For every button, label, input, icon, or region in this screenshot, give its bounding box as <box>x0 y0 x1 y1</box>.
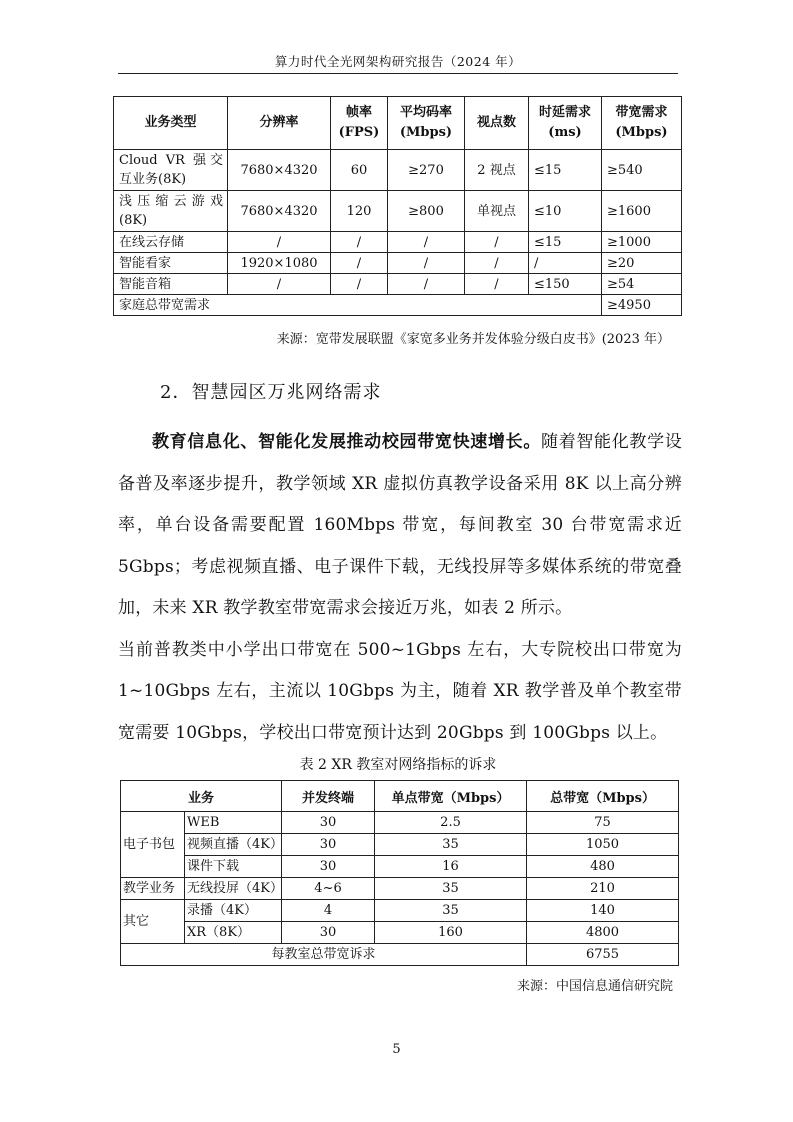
cell: 4~6 <box>282 878 375 900</box>
cell: ≤10 <box>529 191 602 232</box>
paragraph <box>118 422 682 630</box>
cell: 视频直播（4K） <box>185 834 282 856</box>
section-heading: 2．智慧园区万兆网络需求 <box>160 382 382 403</box>
cell: 无线投屏（4K） <box>185 878 282 900</box>
total-value: 6755 <box>527 944 679 966</box>
cell: 4 <box>282 900 375 922</box>
cell: 7680×4320 <box>228 191 331 232</box>
table-row <box>121 878 679 900</box>
cell: 智能音箱 <box>114 274 228 295</box>
cell: ≥800 <box>388 191 465 232</box>
cell: 35 <box>375 834 527 856</box>
cell: 480 <box>527 856 679 878</box>
cell: 智能看家 <box>114 253 228 274</box>
cell: 16 <box>375 856 527 878</box>
table2-source: 来源：中国信息通信研究院 <box>516 979 673 994</box>
cell: 30 <box>282 856 375 878</box>
cell: 140 <box>527 900 679 922</box>
cell: / <box>529 253 602 274</box>
cell: 在线云存储 <box>114 232 228 253</box>
total-label: 每教室总带宽诉求 <box>121 944 527 966</box>
cell: / <box>465 274 529 295</box>
cell: / <box>331 253 388 274</box>
cell: 2 视点 <box>465 150 529 191</box>
table-row <box>121 834 679 856</box>
running-header: 算力时代全光网架构研究报告（2024 年） <box>274 54 522 69</box>
header-cell: 视点数 <box>465 97 529 150</box>
body-text <box>118 422 682 754</box>
table-total-row <box>114 295 682 316</box>
cell: 单视点 <box>465 191 529 232</box>
table-row <box>114 150 682 191</box>
table-row <box>114 274 682 295</box>
cell: 7680×4320 <box>228 150 331 191</box>
cell: / <box>465 232 529 253</box>
cell: / <box>388 232 465 253</box>
cell: 录播（4K） <box>185 900 282 922</box>
cell: / <box>388 274 465 295</box>
table-header-row <box>114 97 682 150</box>
cell: 4800 <box>527 922 679 944</box>
table-header-row <box>121 781 679 812</box>
cell: 1050 <box>527 834 679 856</box>
paragraph-lead: 教育信息化、智能化发展推动校园带宽快速增长。 <box>152 432 542 452</box>
cell: WEB <box>185 812 282 834</box>
cell: 30 <box>282 834 375 856</box>
table-row <box>121 900 679 922</box>
cell: 210 <box>527 878 679 900</box>
group-cell: 其它 <box>121 900 185 944</box>
cell: ≥20 <box>602 253 682 274</box>
cell: 160 <box>375 922 527 944</box>
cell: ≥270 <box>388 150 465 191</box>
cell: 35 <box>375 900 527 922</box>
cell: / <box>331 232 388 253</box>
cell: 60 <box>331 150 388 191</box>
cell: 浅压缩云游戏(8K) <box>114 191 228 232</box>
cell: 75 <box>527 812 679 834</box>
header-rule <box>118 73 678 74</box>
table-row <box>121 856 679 878</box>
table2-caption: 表 2 XR 教室对网络指标的诉求 <box>299 757 497 773</box>
cell: 120 <box>331 191 388 232</box>
cell: ≤15 <box>529 232 602 253</box>
page-number: 5 <box>392 1042 401 1057</box>
cell: ≤15 <box>529 150 602 191</box>
header-cell: 帧率 (FPS) <box>331 97 388 150</box>
cell: 1920×1080 <box>228 253 331 274</box>
header-cell: 并发终端 <box>282 781 375 812</box>
table1-source: 来源：宽带发展联盟《家宽多业务并发体验分级白皮书》(2023 年） <box>276 332 670 347</box>
header-cell: 业务类型 <box>114 97 228 150</box>
table-total-row <box>121 944 679 966</box>
header-cell: 业务 <box>121 781 282 812</box>
table-row <box>114 232 682 253</box>
header-cell: 单点带宽（Mbps） <box>375 781 527 812</box>
cell: 课件下载 <box>185 856 282 878</box>
cell: / <box>228 232 331 253</box>
cell: / <box>331 274 388 295</box>
table-row <box>121 922 679 944</box>
header-cell: 带宽需求 (Mbps) <box>602 97 682 150</box>
cell: ≤150 <box>529 274 602 295</box>
cell: ≥1600 <box>602 191 682 232</box>
cell: 30 <box>282 922 375 944</box>
total-label: 家庭总带宽需求 <box>114 295 602 316</box>
xr-classroom-table <box>120 780 679 966</box>
cell: ≥54 <box>602 274 682 295</box>
cell: / <box>228 274 331 295</box>
total-value: ≥4950 <box>602 295 682 316</box>
cell: ≥540 <box>602 150 682 191</box>
table-row <box>114 253 682 274</box>
header-cell: 分辨率 <box>228 97 331 150</box>
group-cell: 教学业务 <box>121 878 185 900</box>
table-row <box>114 191 682 232</box>
cell: XR（8K） <box>185 922 282 944</box>
cell: 2.5 <box>375 812 527 834</box>
group-cell: 电子书包 <box>121 812 185 878</box>
table-row <box>121 812 679 834</box>
cell: 35 <box>375 878 527 900</box>
paragraph-body: 随着智能化教学设备普及率逐步提升，教学领域 XR 虚拟仿真教学设备采用 8K 以上高分辨率，单台设备需要配置 160Mbps 带宽，每间教室 30 台带宽需求近 5Gbps；考虑视频直播、电子课件下载，无线投屏等多媒体系统的带宽叠加，未来 XR 教学教室带宽需求会接近万兆，如表 2 所示。 <box>118 432 682 618</box>
cell: ≥1000 <box>602 232 682 253</box>
header-cell: 时延需求 (ms) <box>529 97 602 150</box>
header-cell: 总带宽（Mbps） <box>527 781 679 812</box>
cell: / <box>388 253 465 274</box>
cell: Cloud VR 强交互业务(8K) <box>114 150 228 191</box>
home-bandwidth-table <box>113 96 682 316</box>
cell: / <box>465 253 529 274</box>
header-cell: 平均码率 (Mbps) <box>388 97 465 150</box>
paragraph: 当前普教类中小学出口带宽在 500~1Gbps 左右，大专院校出口带宽为 1~10Gbps 左右，主流以 10Gbps 为主，随着 XR 教学普及单个教室带宽需要 10Gbps，学校出口带宽预计达到 20Gbps 到 100Gbps 以上。 <box>118 639 682 743</box>
cell: 30 <box>282 812 375 834</box>
